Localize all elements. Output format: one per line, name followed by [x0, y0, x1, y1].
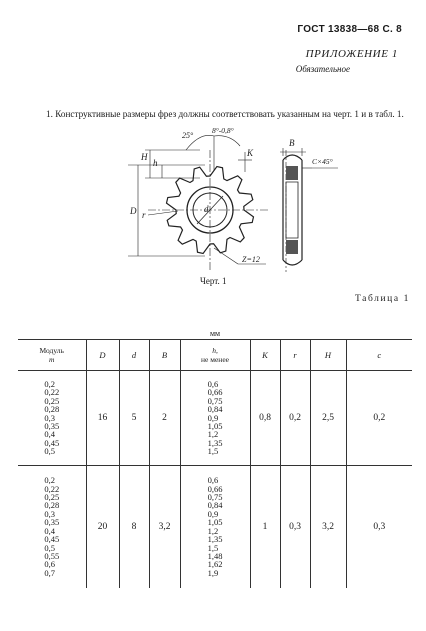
h-value: 0,6 [207, 475, 219, 486]
h-value: 0,66 [207, 387, 223, 398]
h-list [208, 476, 223, 577]
module-value: 0,2 [44, 378, 55, 389]
module-value: 0,5 [44, 446, 55, 457]
h-list [208, 380, 223, 456]
h-value: 0,75 [207, 492, 223, 503]
module-value: 0,25 [44, 492, 60, 503]
h-value: 1,5 [207, 542, 219, 553]
figure-caption: Черт. 1 [200, 276, 227, 286]
module-value: 0,35 [44, 517, 60, 528]
label-d: d [204, 204, 209, 214]
cell-c: 0,2 [346, 371, 412, 466]
label-chamfer: C×45° [312, 157, 333, 166]
table-row [18, 466, 412, 589]
table-row [18, 371, 412, 466]
module-value: 0,28 [44, 500, 60, 511]
header-B: B [149, 340, 180, 371]
header-module: Модуль m [18, 340, 86, 371]
h-value: 1,9 [207, 567, 219, 578]
label-teeth: Z=12 [242, 255, 260, 264]
dimensions-table [18, 327, 412, 588]
cell-d: 8 [119, 466, 149, 589]
module-value: 0,2 [44, 475, 55, 486]
module-value: 0,5 [44, 542, 55, 553]
module-value: 0,3 [44, 508, 55, 519]
h-value: 0,66 [207, 483, 223, 494]
cell-H: 2,5 [310, 371, 346, 466]
module-value: 0,22 [44, 387, 60, 398]
module-list [44, 380, 59, 456]
cell-r: 0,2 [280, 371, 310, 466]
module-value: 0,45 [44, 534, 60, 545]
h-value: 1,2 [207, 429, 219, 440]
module-value: 0,22 [44, 483, 60, 494]
label-B: B [289, 138, 295, 148]
module-value: 0,35 [44, 420, 60, 431]
annex-status: Обязательное [295, 64, 350, 74]
h-value: 0,75 [207, 395, 223, 406]
module-value: 0,28 [44, 404, 60, 415]
table-title: Таблица 1 [354, 294, 410, 304]
h-value: 1,05 [207, 420, 223, 431]
label-D: D [130, 206, 137, 216]
cell-D: 16 [86, 371, 119, 466]
label-K: K [247, 148, 254, 158]
header-h: h, не менее [180, 340, 250, 371]
h-value: 1,5 [207, 446, 219, 457]
h-value: 0,9 [207, 508, 219, 519]
annex-title: ПРИЛОЖЕНИЕ 1 [305, 48, 398, 60]
paragraph-text: 1. Конструктивные размеры фрез должны соответствовать указанным на черт. 1 и в табл. 1. [46, 109, 404, 119]
h-value: 1,2 [207, 525, 219, 536]
header-H: H [310, 340, 346, 371]
module-value: 0,7 [44, 567, 55, 578]
h-value: 1,35 [207, 437, 223, 448]
header-d: d [119, 340, 149, 371]
label-angle-25: 25° [182, 131, 194, 140]
module-list [44, 476, 59, 577]
h-value: 0,9 [207, 412, 219, 423]
h-value: 1,62 [207, 559, 223, 570]
cell-D: 20 [86, 466, 119, 589]
cell-d: 5 [119, 371, 149, 466]
header-r: r [280, 340, 310, 371]
cell-B: 2 [149, 371, 180, 466]
label-r: r [142, 210, 146, 220]
h-value: 1,35 [207, 534, 223, 545]
h-value: 0,6 [207, 378, 219, 389]
header-c: c [346, 340, 412, 371]
module-value: 0,55 [44, 550, 60, 561]
cell-H: 3,2 [310, 466, 346, 589]
cell-r: 0,3 [280, 466, 310, 589]
label-h: h [153, 158, 158, 168]
h-value: 0,84 [207, 500, 223, 511]
module-value: 0,3 [44, 412, 55, 423]
h-value: 1,05 [207, 517, 223, 528]
cell-K: 0,8 [250, 371, 280, 466]
header-K: K [250, 340, 280, 371]
module-value: 0,25 [44, 395, 60, 406]
module-value: 0,6 [44, 559, 55, 570]
h-value: 1,48 [207, 550, 223, 561]
table-units: мм [18, 327, 412, 340]
standard-header: ГОСТ 13838—68 С. 8 [297, 24, 402, 35]
h-value: 0,84 [207, 404, 223, 415]
cell-K: 1 [250, 466, 280, 589]
header-D: D [86, 340, 119, 371]
cutter-drawing [0, 0, 426, 290]
module-value: 0,4 [44, 525, 55, 536]
module-value: 0,4 [44, 429, 55, 440]
cell-B: 3,2 [149, 466, 180, 589]
cell-c: 0,3 [346, 466, 412, 589]
label-angle-8: 8°-0,8° [212, 126, 234, 135]
label-H: H [141, 152, 148, 162]
module-value: 0,45 [44, 437, 60, 448]
